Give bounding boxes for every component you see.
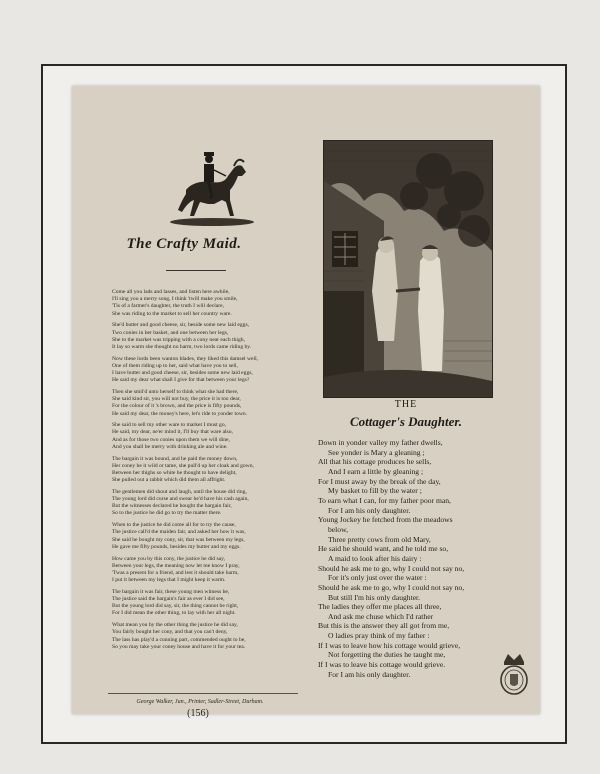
- verse-line: 'Twas a present for a friend, and lest it should take harm,: [112, 569, 239, 576]
- verse-line: And as for those two conies upon them we will dine,: [112, 436, 230, 443]
- stanza: [112, 322, 312, 351]
- poem-line: And ask me chuse which I'd rather: [328, 611, 434, 621]
- poem-line: See yonder is Mary a gleaning ;: [328, 447, 425, 457]
- poem-line: below,: [328, 524, 348, 534]
- poem-line: My basket to fill by the water ;: [328, 486, 422, 496]
- verse-line: He gave me fifty pounds, besides my butter and my eggs.: [112, 543, 241, 550]
- stanza: [112, 489, 312, 518]
- stanza: [112, 622, 312, 651]
- verse-line: She to the market was tripping with a cony near each thigh,: [112, 336, 245, 343]
- stanza: [112, 589, 312, 618]
- verse-line: She said he bought my cony, sir, that was between my legs,: [112, 536, 245, 543]
- imprint-rule: [108, 693, 298, 694]
- verse-line: Now these lords been wanton blades, they liked this damsel well,: [112, 355, 259, 362]
- verse-line: She said kind sir, you will not buy, the price it is too dear,: [112, 396, 241, 403]
- verse-line: It lay so warm she thought no harm, two lords came riding by.: [112, 343, 252, 350]
- stanza: [112, 522, 312, 551]
- poem-line: To earn what I can, for my father poor man,: [318, 495, 451, 505]
- verse-line: Come all you lads and lasses, and listen here awhile,: [112, 289, 230, 295]
- verse-line: She said to sell my other ware to market I must go,: [112, 422, 227, 429]
- poem-line: All that his cottage produces he sells,: [318, 457, 432, 467]
- stanza: [112, 456, 312, 485]
- poem-line: Not forgetting the duties he taught me,: [328, 650, 446, 660]
- verse-line: How came you by this cony, the justice he did say,: [112, 555, 225, 562]
- verse-line: She'd butter and good cheese, sir, beside some new laid eggs,: [112, 322, 250, 329]
- verse-line: Her coney he it wild or tame, she pull'd up her cloak and gown,: [112, 462, 254, 469]
- verse-line: You fairly bought her cony, and that you can't deny,: [112, 629, 228, 636]
- verse-line: Between her thighs so white he thought to have delight,: [112, 469, 237, 476]
- title-rule: [166, 270, 226, 271]
- verse-line: I'll sing you a merry song, I think 'twill make you smile,: [112, 296, 238, 303]
- stanza: [112, 389, 312, 418]
- cottagers-daughter-title: Cottager's Daughter.: [350, 414, 462, 429]
- crafty-maid-title: The Crafty Maid.: [126, 236, 242, 252]
- verse-line: And you shall be merry with drinking ale and wine.: [112, 443, 228, 450]
- poem-line: He said he should want, and he told me so,: [318, 544, 449, 554]
- verse-line: But the witnesses declared he bought the bargain fair,: [112, 503, 232, 510]
- stanza: [112, 556, 312, 585]
- verse-line: He said my dear, the money's here, let's ride to yonder town.: [112, 410, 248, 417]
- verse-line: The young lord did curse and swear he'd have his cash again,: [112, 496, 249, 503]
- page-number: (156): [187, 708, 209, 719]
- cottage-woodcut: [323, 140, 493, 398]
- broadside-sheet: [72, 86, 540, 719]
- verse-line: Then she smil'd unto herself to think what she had there,: [112, 388, 239, 395]
- poem-line: But still I'm his only daughter.: [328, 592, 421, 602]
- poem-line: The ladies they offer me places all three,: [318, 602, 442, 612]
- verse-line: The bargain it was bound, and he paid the money down,: [112, 455, 238, 462]
- poem-line: Young Jockey he fetched from the meadows: [318, 515, 453, 525]
- verse-line: The justice call'd the maiden fair, and asked her how it was,: [112, 529, 246, 536]
- verse-line: One of them riding up to her, said what have you to sell,: [112, 362, 238, 369]
- stanza: [112, 356, 312, 385]
- verse-line: The gentlemen did shout and laugh, until the house did ring,: [112, 488, 247, 495]
- verse-line: He said, my dear, ne'er mind it, I'll buy that ware also,: [112, 429, 233, 436]
- poem-line: Should he ask me to go, why I could not say no,: [318, 563, 465, 573]
- verse-line: The justice said the bargain's fair as ever I did see,: [112, 596, 225, 603]
- poem-line: Down in yonder valley my father dwells,: [318, 438, 443, 447]
- verse-line: I have butter and good cheese, sir, besides some new laid eggs,: [112, 370, 253, 377]
- library-seal-stamp: [498, 652, 530, 696]
- poem-line: For I must away by the break of the day,: [318, 476, 441, 486]
- horse-rider-woodcut: [164, 146, 258, 228]
- verse-line: So you may take your coney house and have it for your tea.: [112, 643, 246, 650]
- printer-imprint: George Walker, Jun., Printer, Sadler-Street, Durham.: [136, 699, 264, 705]
- poem-line: If I was to leave how his cottage would grieve,: [318, 640, 461, 650]
- poem-line: O ladies pray think of my father :: [328, 631, 430, 641]
- poem-line: Three pretty cows from old Mary,: [328, 534, 431, 544]
- the-heading: THE: [394, 399, 418, 410]
- verse-line: For I did mean the other thing, to lay with her all night.: [112, 610, 236, 617]
- verse-line: The lass has play'd a cunning part, commended ought to be,: [112, 636, 246, 643]
- poem-line: Should he ask me to go, why I could not say no,: [318, 582, 465, 592]
- verse-line: Two conies in her basket, and one between her legs,: [112, 329, 229, 336]
- verse-line: Between your legs, the meaning now let me know I pray,: [112, 562, 240, 569]
- poem-line: A maid to look after his dairy :: [328, 553, 422, 563]
- verse-line: For the colour of it 's brown, and the price is fifty pounds,: [112, 403, 242, 410]
- poem-line: For I am his only daughter.: [328, 669, 411, 679]
- poem-line: For I am his only daughter.: [328, 505, 411, 515]
- poem-line: And I earn a little by gleaning ;: [328, 466, 424, 476]
- verse-line: When to the justice he did come all for to try the cause,: [112, 522, 236, 529]
- stanza: [112, 289, 312, 318]
- verse-line: But the young lord did say, sir, the thing cannot be right,: [112, 603, 239, 610]
- verse-line: 'Tis of a farmer's daughter, the truth I will declare,: [112, 303, 225, 310]
- verse-line: I put it between my legs that I might keep it warm.: [112, 577, 226, 584]
- stanza: [112, 422, 312, 451]
- cottagers-daughter-poem: [318, 438, 518, 679]
- crafty-maid-verses: [112, 289, 312, 655]
- poem-line: But this is the answer they all got from me,: [318, 621, 450, 631]
- verse-line: The bargain it was fair, these young men witness be,: [112, 588, 230, 595]
- poem-line: For it's only just over the water :: [328, 573, 427, 583]
- verse-line: So to the justice he did go to try the matter there.: [112, 510, 222, 517]
- poem-line: If I was to leave his cottage would grieve.: [318, 660, 446, 670]
- verse-line: What mean you by the other thing the justice he did say,: [112, 622, 238, 629]
- verse-line: He said my dear what shall I give for that between your legs?: [112, 377, 250, 384]
- verse-line: She pulled out a rabbit which did them all affright.: [112, 477, 226, 484]
- verse-line: She was riding to the market to sell her country ware.: [112, 310, 232, 317]
